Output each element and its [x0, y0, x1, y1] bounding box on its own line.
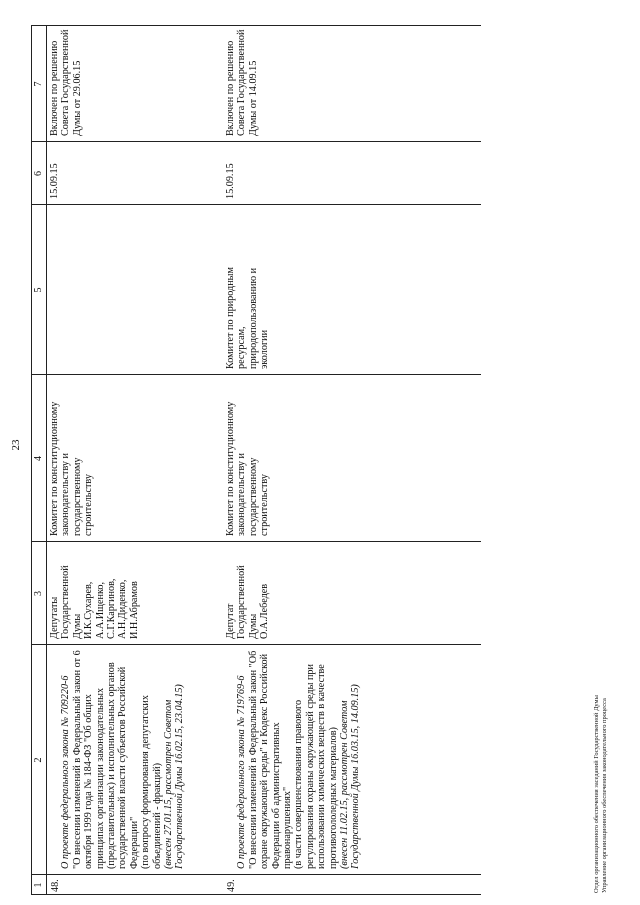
responsible-committee: Комитет по конституционному законодательству и государственному строительству	[49, 401, 95, 536]
bill-authors: Депутаты Государственной Думы И.К.Сухарев, А.А.Ищенко, С.Г.Каргинов, А.Н.Диденко, И.Н.Абрамов	[49, 565, 140, 639]
header-divider	[46, 25, 47, 895]
responsible-committee: Комитет по конституционному законодательству и государственному строительству	[225, 401, 271, 536]
column-header: 7	[33, 81, 44, 87]
table-border	[31, 894, 481, 895]
column-header: 6	[33, 171, 44, 176]
table-border	[31, 25, 481, 26]
bills-table	[31, 25, 481, 895]
column-divider	[31, 874, 481, 875]
footer-department: Отдел организационного обеспечения заседаний Государственной Думы	[593, 695, 600, 893]
row-number: 48.	[50, 879, 61, 892]
bill-authors: Депутат Государственной Думы О.А.Лебедев	[225, 565, 271, 639]
bill-number: О проекте федерального закона № 719769-6	[236, 675, 248, 869]
bill-history: (внесен 11.02.15, рассмотрен Советом Государственной Думы 16.03.15, 14.09.15)	[339, 684, 362, 869]
footer-directorate: Управление организационного обеспечения законодательного процесса	[601, 698, 608, 893]
column-header: 3	[33, 591, 44, 596]
column-header: 5	[33, 287, 44, 293]
page-footer	[593, 695, 609, 893]
column-divider	[31, 644, 481, 645]
bill-history: (внесен 27.01.15, рассмотрен Советом Государственной Думы 16.02.15, 23.04.15)	[163, 684, 186, 869]
column-header: 1	[33, 882, 44, 888]
consideration-date: 15.09.15	[49, 163, 60, 199]
bill-description: "О внесении изменений в Федеральный закон от 6 октября 1999 года № 184-ФЗ "Об общих принципах организации законодательных (представительных) и исполнительных органов государственной власти субъектов Российской Федерации" (по вопросу формирования депутатских объединений - фракций)	[71, 650, 163, 869]
bill-title	[49, 649, 186, 869]
page-number: 23	[10, 439, 22, 451]
column-header: 2	[33, 757, 44, 763]
inclusion-status: Включен по решению Совета Государственной Думы от 29.06.15	[49, 29, 83, 136]
inclusion-status: Включен по решению Совета Государственной Думы от 14.09.15	[225, 29, 259, 136]
column-divider	[31, 141, 481, 142]
column-divider	[31, 541, 481, 542]
consideration-date: 15.09.15	[225, 163, 236, 199]
bill-number: О проекте федерального закона № 709220-6	[60, 675, 72, 869]
co-executor-committee: Комитет по природным ресурсам, природопользованию и экологии	[225, 267, 271, 369]
column-header: 4	[33, 456, 44, 461]
column-divider	[31, 374, 481, 375]
row-number: 49.	[226, 879, 237, 892]
bill-title	[225, 649, 362, 869]
column-divider	[31, 204, 481, 205]
bill-description: "О внесении изменений в Федеральный закон "Об охране окружающей среды" и Кодекс Российской Федерации об административных правонарушениях" (в части совершенствования правового регулирования охраны окружающей среды при использовании химических веществ в качестве противогололедных материалов)	[247, 650, 339, 869]
